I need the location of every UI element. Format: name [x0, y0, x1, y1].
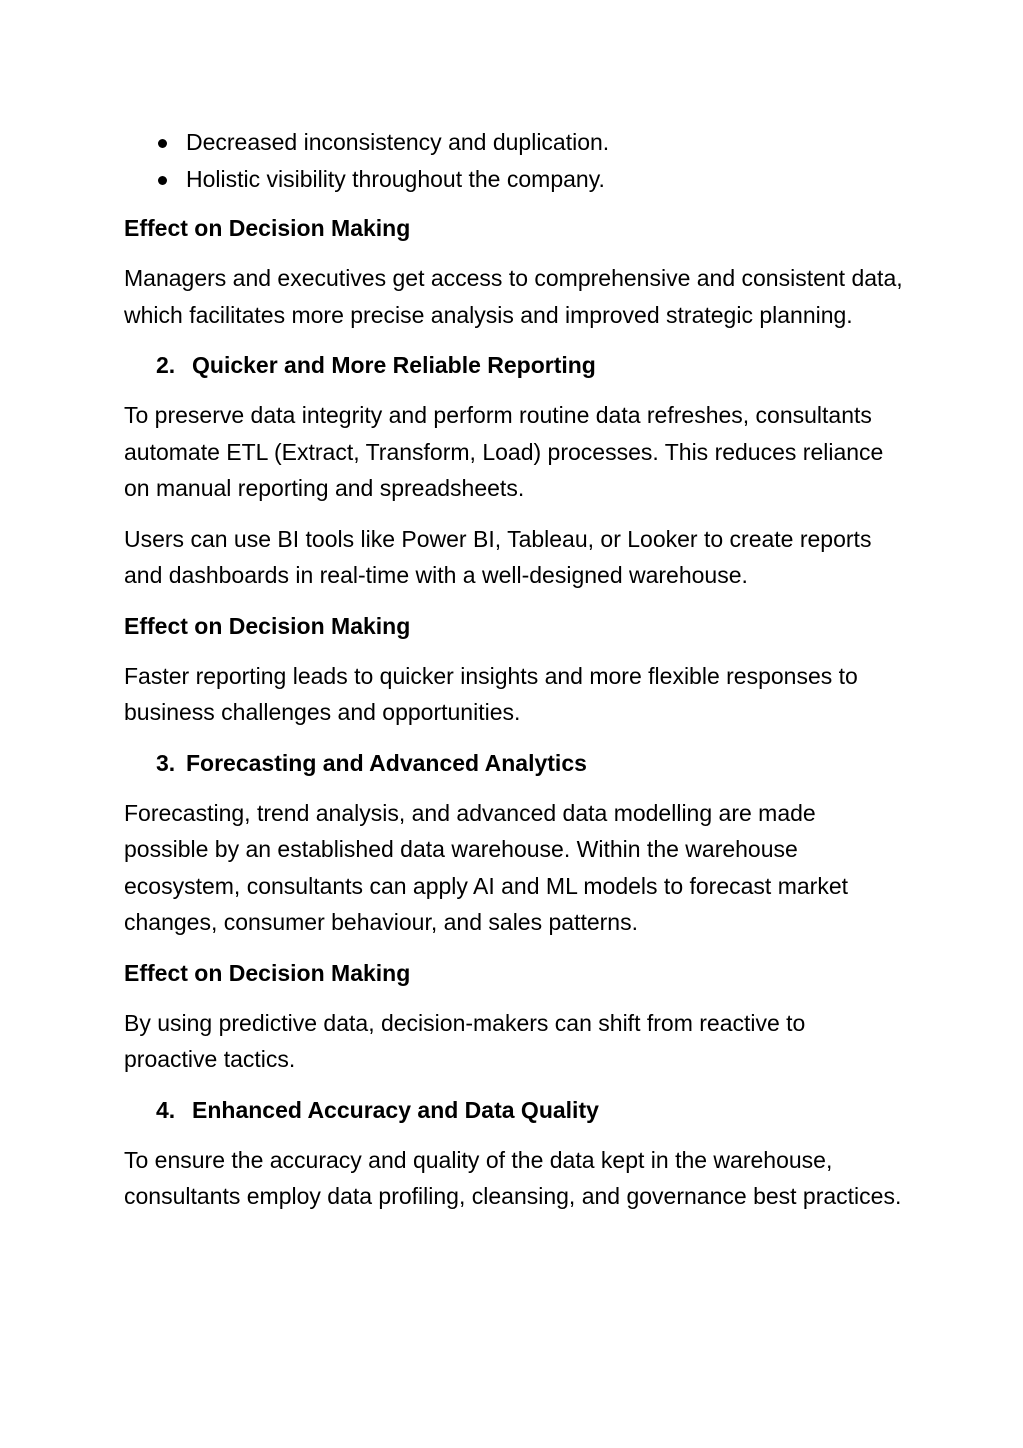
section-heading-3	[124, 745, 903, 781]
section-number: 4.	[156, 1096, 176, 1123]
effect-heading-2: Effect on Decision Making	[124, 612, 411, 639]
effect-paragraph-1: Managers and executives get access to comprehensive and consistent data, which facilitates more precise analysis and improved strategic planning.	[124, 265, 903, 328]
section-number: 3.	[156, 749, 176, 776]
section-title: Enhanced Accuracy and Data Quality	[192, 1096, 599, 1123]
section-title: Forecasting and Advanced Analytics	[186, 749, 587, 776]
list-item	[124, 161, 903, 198]
bullet-icon	[158, 176, 167, 185]
bullet-text: Holistic visibility throughout the company.	[186, 166, 605, 192]
bullet-text: Decreased inconsistency and duplication.	[186, 129, 610, 155]
effect-heading-3: Effect on Decision Making	[124, 959, 411, 986]
list-item	[124, 124, 903, 161]
paragraph-bi-tools: Users can use BI tools like Power BI, Tableau, or Looker to create reports and dashboards in real-time with a well-designed warehouse.	[124, 525, 872, 588]
paragraph-data-quality: To ensure the accuracy and quality of the data kept in the warehouse, consultants employ data profiling, cleansing, and governance best practices.	[124, 1146, 902, 1209]
effect-paragraph-3: By using predictive data, decision-makers can shift from reactive to proactive tactics.	[124, 1009, 806, 1072]
bullet-icon	[158, 139, 167, 148]
paragraph-etl: To preserve data integrity and perform routine data refreshes, consultants automate ETL (Extract, Transform, Load) processes. This reduces reliance on manual reporting and spreadsheets.	[124, 402, 884, 501]
bullet-list	[124, 124, 903, 198]
section-number: 2.	[156, 352, 176, 378]
effect-paragraph-2: Faster reporting leads to quicker insights and more flexible responses to business challenges and opportunities.	[124, 662, 858, 725]
paragraph-forecasting: Forecasting, trend analysis, and advanced data modelling are made possible by an established data warehouse. Within the warehouse ecosystem, consultants can apply AI and ML models to forecast market changes, consumer behaviour, and sales patterns.	[124, 799, 848, 935]
effect-heading-1: Effect on Decision Making	[124, 215, 411, 241]
section-heading-4	[124, 1092, 903, 1128]
section-heading-2	[124, 347, 903, 383]
section-title: Quicker and More Reliable Reporting	[192, 352, 596, 378]
